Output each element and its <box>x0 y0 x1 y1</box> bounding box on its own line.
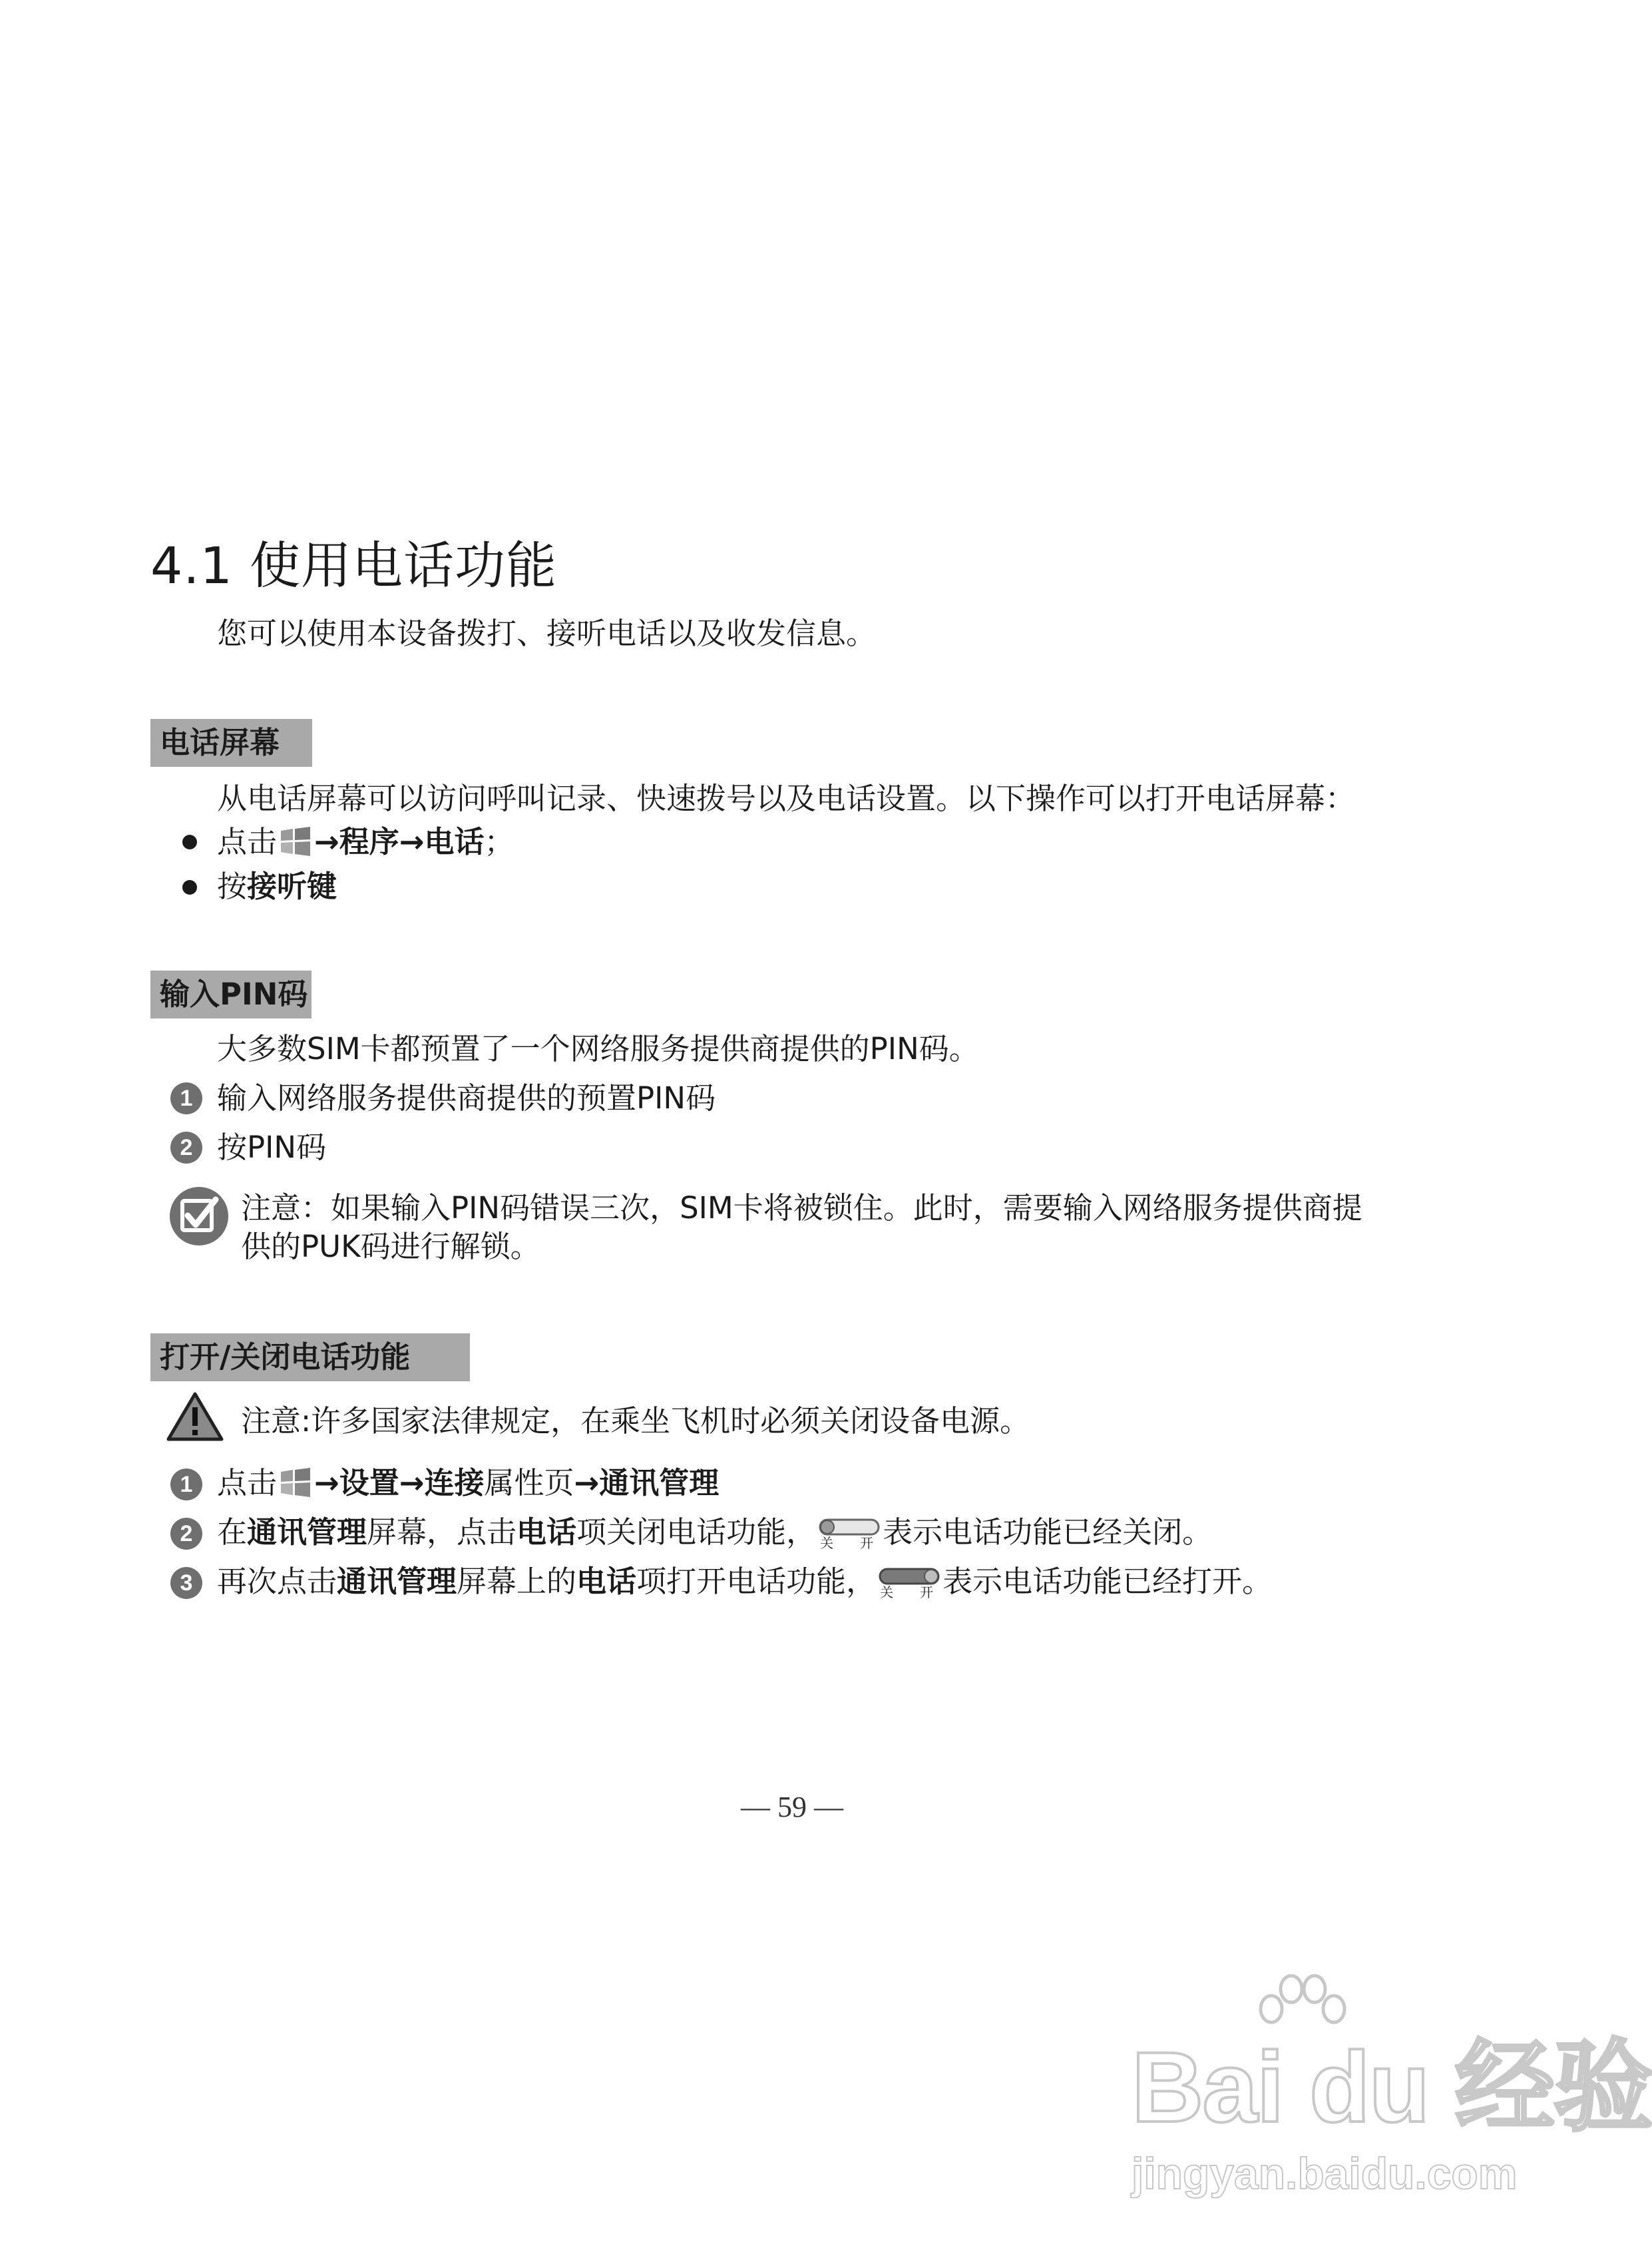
toggle-step-3 <box>217 1562 1272 1602</box>
step-text: 表示电话功能已经关闭。 <box>883 1514 1213 1550</box>
section-title: 4.1 使用电话功能 <box>150 536 558 595</box>
bullet-dot <box>182 835 197 849</box>
toggle-phone-header: 打开/关闭电话功能 <box>150 1333 470 1381</box>
toggle-on-icon <box>879 1564 940 1601</box>
arrow: → <box>399 1465 425 1500</box>
comm-manager-label: 通讯管理 <box>247 1514 367 1550</box>
step-mid-text: 属性页 <box>484 1465 574 1500</box>
toggle-off-label: 关 <box>880 1584 894 1600</box>
bullet-prefix: 点击 <box>217 824 278 859</box>
watermark-url: jingyan.baidu.com <box>1132 2149 1518 2198</box>
step-number-1: 1 <box>170 1468 202 1500</box>
toggle-step-2 <box>217 1512 1212 1552</box>
warning-icon <box>166 1391 224 1442</box>
pin-step-2: 按PIN码 <box>217 1130 327 1165</box>
toggle-on-label: 开 <box>860 1535 874 1551</box>
step-text: 屏幕，点击 <box>367 1514 517 1550</box>
bullet-suffix: ； <box>484 824 515 859</box>
bullet-talk-key <box>217 867 337 907</box>
arrow: → <box>314 1465 339 1500</box>
comm-manager-label: 通讯管理 <box>337 1564 457 1599</box>
bullet-open-phone-via-start <box>217 822 515 862</box>
step-number-2: 2 <box>170 1132 202 1164</box>
pin-note-line-2: 供的PUK码进行解锁。 <box>241 1229 540 1264</box>
pin-step-1: 输入网络服务提供商提供的预置PIN码 <box>217 1080 716 1116</box>
step-number-1: 1 <box>170 1082 202 1114</box>
note-checkbox-icon <box>169 1186 229 1246</box>
phone-screen-intro: 从电话屏幕可以访问呼叫记录、快速拨号以及电话设置。以下操作可以打开电话屏幕： <box>217 781 1356 816</box>
step-number-3: 3 <box>170 1567 202 1599</box>
toggle-on-label: 开 <box>920 1584 934 1600</box>
talk-key-label: 接听键 <box>247 869 337 904</box>
pin-note-line-1: 注意：如果输入PIN码错误三次，SIM卡将被锁住。此时，需要输入网络服务提供商提 <box>241 1190 1362 1226</box>
pin-header: 输入PIN码 <box>150 971 311 1018</box>
step-text: 再次点击 <box>217 1564 337 1599</box>
menu-connections: 连接 <box>424 1465 485 1500</box>
section-intro: 您可以使用本设备拨打、接听电话以及收发信息。 <box>217 616 877 651</box>
step-text: 项打开电话功能， <box>636 1564 877 1599</box>
arrow: → <box>399 824 425 859</box>
step-text: 屏幕上的 <box>457 1564 577 1599</box>
bullet-prefix: 按 <box>217 869 248 904</box>
bullet-dot <box>182 880 197 895</box>
toggle-off-icon <box>819 1514 880 1552</box>
toggle-warning: 注意:许多国家法律规定，在乘坐飞机时必须关闭设备电源。 <box>241 1403 1030 1439</box>
windows-start-icon <box>278 1467 313 1496</box>
menu-comm-manager: 通讯管理 <box>599 1465 720 1500</box>
page-number: — 59 — <box>741 1791 843 1823</box>
step-text: 表示电话功能已经打开。 <box>942 1564 1273 1599</box>
watermark-logo: Bai du 经验 <box>1132 2031 1652 2143</box>
step-text: 项关闭电话功能， <box>576 1514 817 1550</box>
menu-phone: 电话 <box>424 824 485 859</box>
arrow: → <box>574 1465 600 1500</box>
windows-start-icon <box>278 826 313 855</box>
menu-settings: 设置 <box>339 1465 399 1500</box>
menu-programs: 程序 <box>339 824 399 859</box>
pin-intro: 大多数SIM卡都预置了一个网络服务提供商提供的PIN码。 <box>217 1031 979 1066</box>
toggle-step-1 <box>217 1463 719 1503</box>
phone-label: 电话 <box>516 1514 577 1550</box>
toggle-off-label: 关 <box>820 1535 834 1551</box>
step-number-2: 2 <box>170 1518 202 1550</box>
step-text: 在 <box>217 1514 248 1550</box>
phone-screen-header: 电话屏幕 <box>150 719 312 767</box>
phone-label: 电话 <box>576 1564 637 1599</box>
arrow: → <box>314 824 339 859</box>
step-prefix: 点击 <box>217 1465 278 1500</box>
